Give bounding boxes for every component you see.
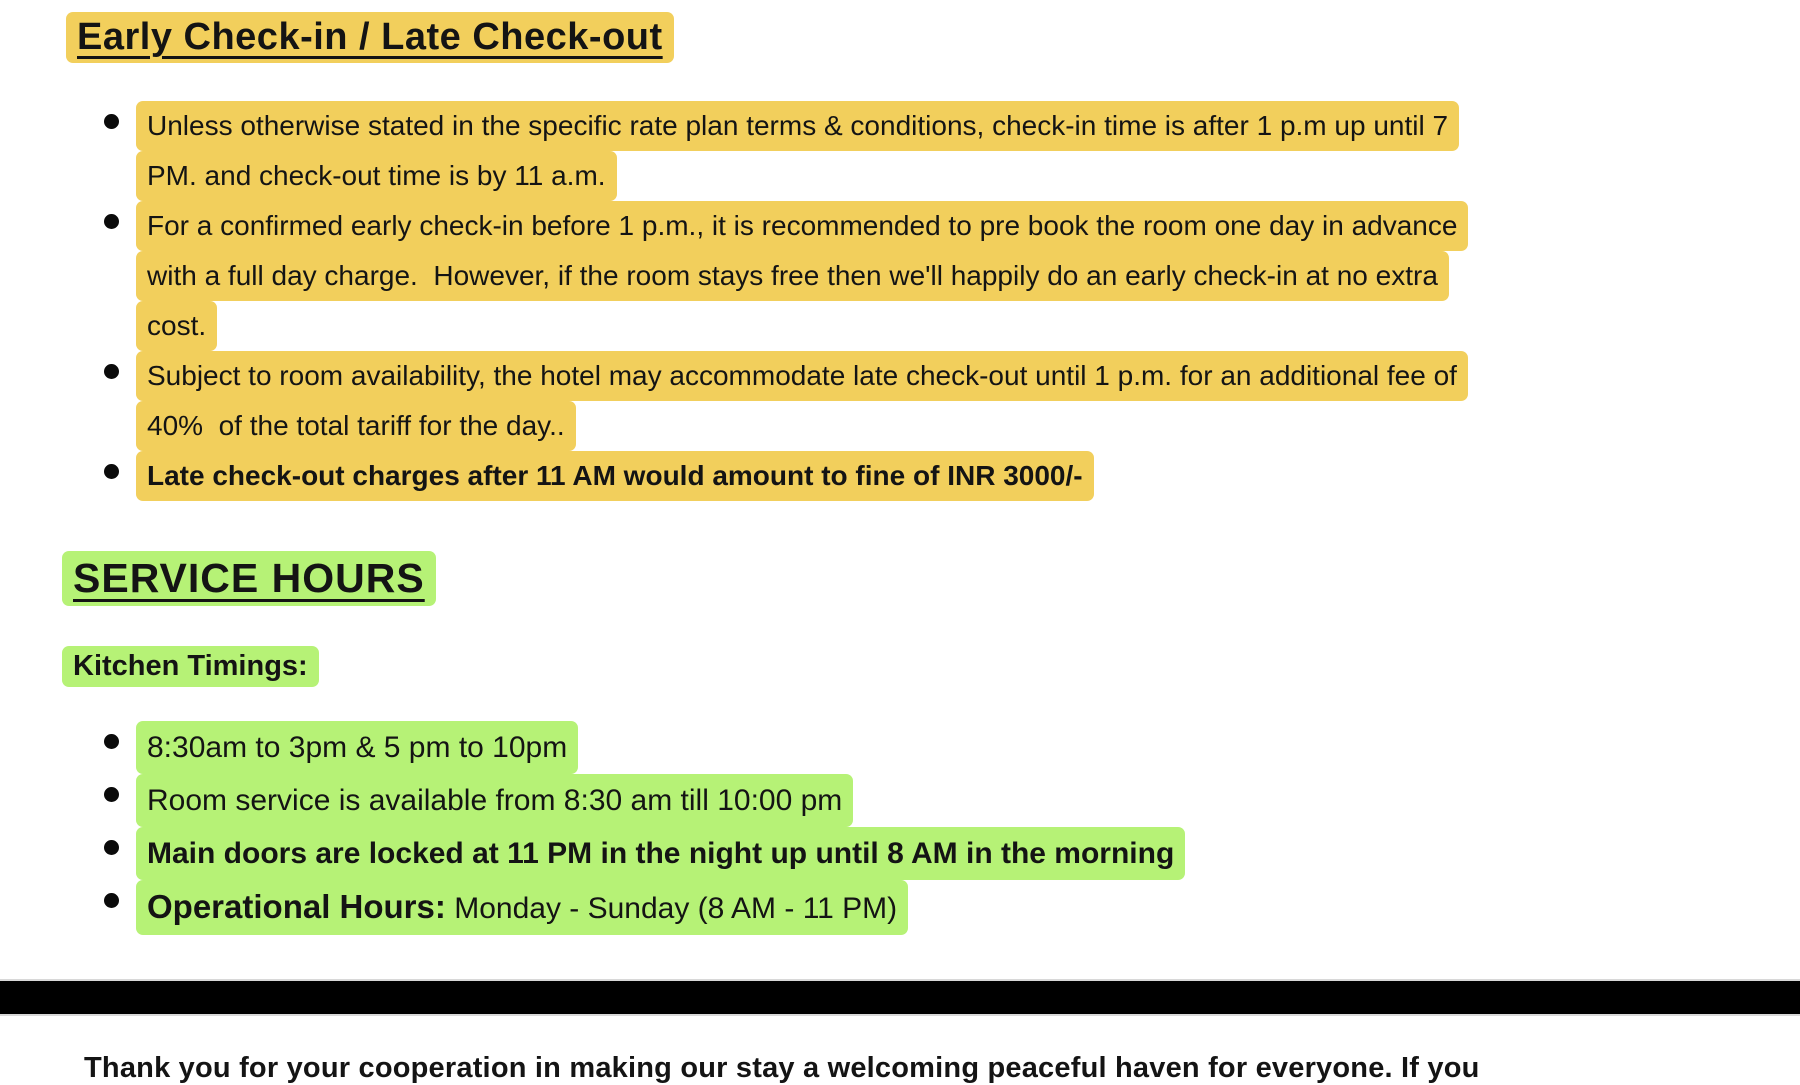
highlighted-text: Room service is available from 8:30 am till 10:00 pm — [136, 774, 853, 827]
kitchen-timings-text: Kitchen Timings: — [62, 646, 319, 687]
bullet-icon — [104, 893, 119, 908]
highlighted-text: Unless otherwise stated in the specific rate plan terms & conditions, check-in time is after 1 p.m up until 7 — [136, 101, 1459, 151]
bullet-icon — [104, 214, 119, 229]
highlighted-text: Late check-out charges after 11 AM would amount to fine of INR 3000/- — [136, 451, 1094, 501]
list-item — [104, 101, 1800, 201]
policy-document — [0, 12, 1800, 1084]
bullet-icon — [104, 114, 119, 129]
list-item-text — [136, 827, 1185, 880]
checkin-bullet-list — [0, 101, 1800, 501]
checkin-heading-text: Early Check-in / Late Check-out — [66, 12, 674, 63]
highlighted-text: 40% of the total tariff for the day.. — [136, 401, 576, 451]
bullet-icon — [104, 840, 119, 855]
highlighted-text: Operational Hours: Monday - Sunday (8 AM - 11 PM) — [136, 880, 908, 935]
list-item — [104, 774, 1800, 827]
list-item-text — [136, 451, 1094, 501]
bullet-icon — [104, 787, 119, 802]
list-item — [104, 880, 1800, 935]
list-item-text — [136, 880, 908, 935]
bullet-icon — [104, 364, 119, 379]
checkin-section-heading — [66, 12, 1800, 63]
footer-thank-you-text: Thank you for your cooperation in making our stay a welcoming peaceful haven for everyone. If you — [84, 1052, 1480, 1084]
kitchen-timings-label — [62, 646, 1800, 687]
highlighted-text: Main doors are locked at 11 PM in the night up until 8 AM in the morning — [136, 827, 1185, 880]
bullet-icon — [104, 464, 119, 479]
highlighted-text: Subject to room availability, the hotel may accommodate late check-out until 1 p.m. for an additional fee of — [136, 351, 1468, 401]
list-item — [104, 721, 1800, 774]
bullet-icon — [104, 734, 119, 749]
list-item — [104, 351, 1800, 451]
list-item-text — [136, 721, 578, 774]
highlighted-text: For a confirmed early check-in before 1 p.m., it is recommended to pre book the room one day in advance — [136, 201, 1468, 251]
list-item-text — [136, 101, 1459, 201]
list-item — [104, 451, 1800, 501]
list-item — [104, 827, 1800, 880]
list-item-text — [136, 201, 1468, 351]
service-hours-heading-text: SERVICE HOURS — [62, 551, 436, 606]
highlighted-text: 8:30am to 3pm & 5 pm to 10pm — [136, 721, 578, 774]
bold-label: Operational Hours: — [147, 888, 446, 925]
list-item-text — [136, 774, 853, 827]
highlighted-text: PM. and check-out time is by 11 a.m. — [136, 151, 617, 201]
section-divider-bar — [0, 979, 1800, 1016]
list-item — [104, 201, 1800, 351]
service-hours-heading — [62, 551, 1800, 606]
list-item-text — [136, 351, 1468, 451]
service-bullet-list — [0, 721, 1800, 935]
highlighted-text: cost. — [136, 301, 217, 351]
highlighted-text: with a full day charge. However, if the room stays free then we'll happily do an early check-in at no extra — [136, 251, 1449, 301]
